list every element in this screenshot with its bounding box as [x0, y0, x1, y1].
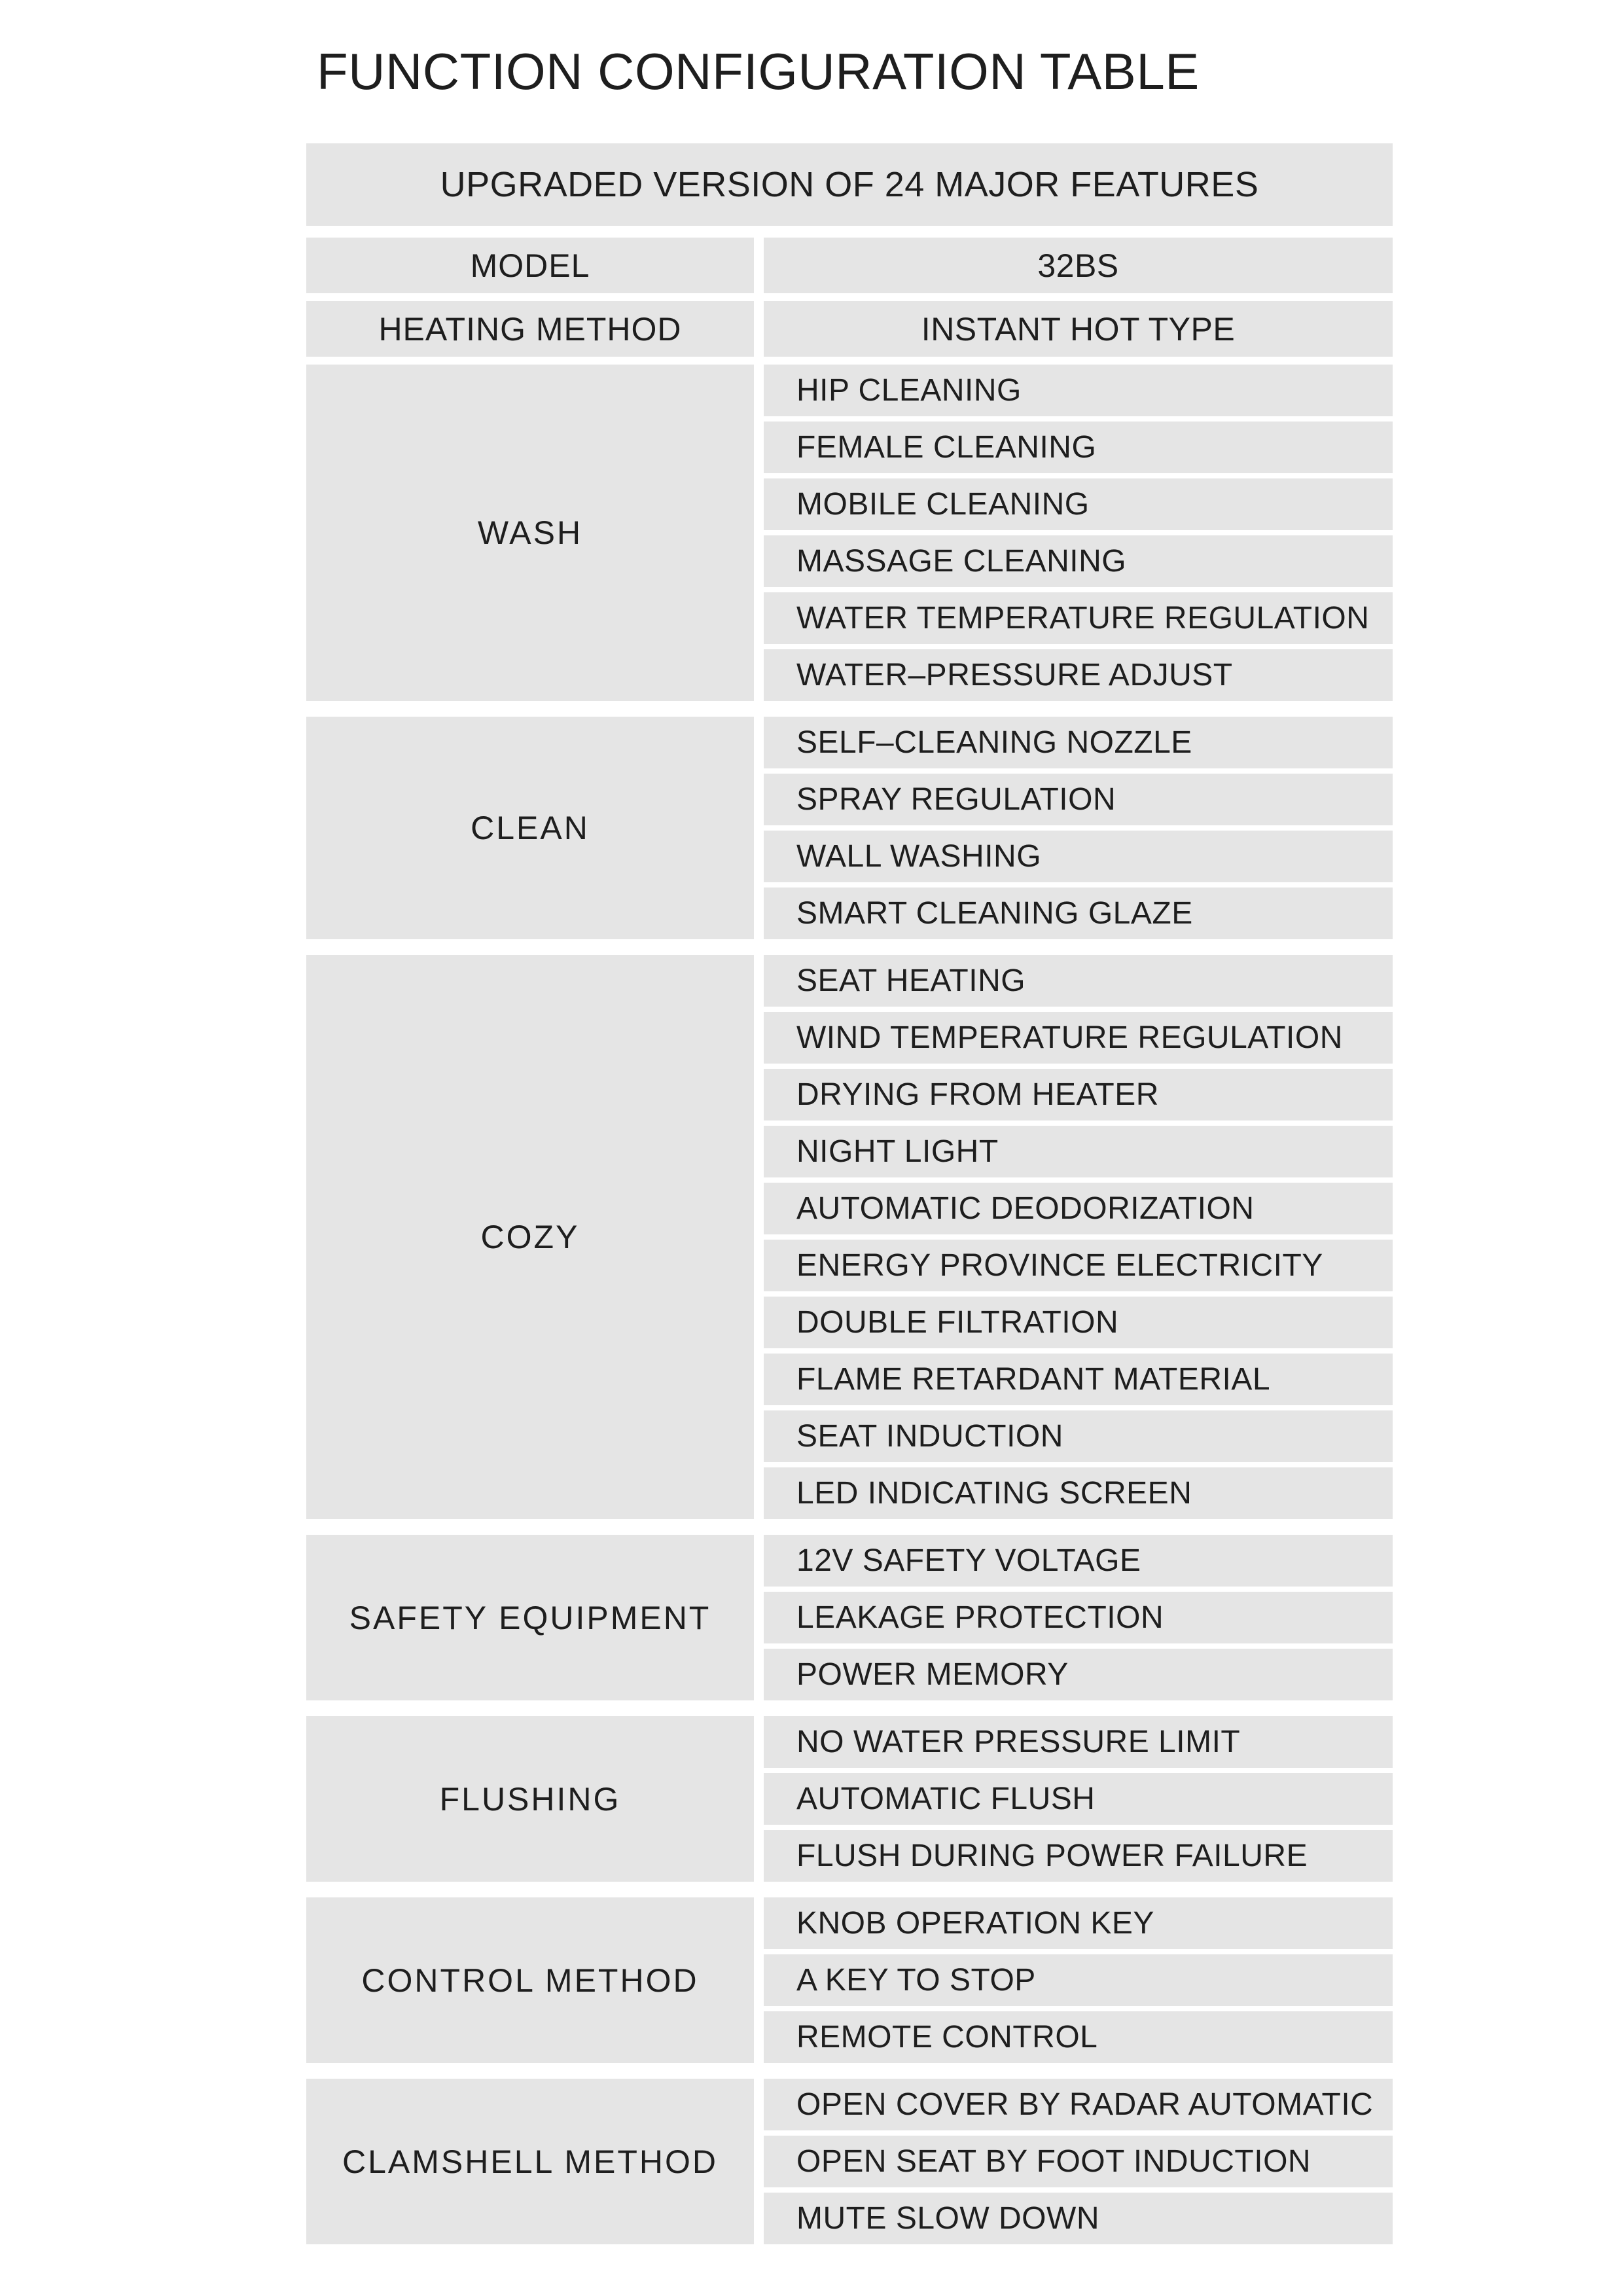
table-header: UPGRADED VERSION OF 24 MAJOR FEATURES	[306, 143, 1393, 226]
category-cell: WASH	[306, 365, 754, 701]
feature-cell: 12V SAFETY VOLTAGE	[764, 1535, 1393, 1587]
feature-group	[306, 955, 1393, 1519]
feature-group	[306, 717, 1393, 939]
feature-group	[306, 1716, 1393, 1882]
feature-group	[306, 1897, 1393, 2063]
feature-cell: FEMALE CLEANING	[764, 422, 1393, 473]
feature-cell: KNOB OPERATION KEY	[764, 1897, 1393, 1949]
category-cell: CLAMSHELL METHOD	[306, 2079, 754, 2244]
feature-cell: DRYING FROM HEATER	[764, 1069, 1393, 1121]
category-cell: FLUSHING	[306, 1716, 754, 1882]
feature-cell: POWER MEMORY	[764, 1649, 1393, 1700]
feature-cell: OPEN SEAT BY FOOT INDUCTION	[764, 2136, 1393, 2187]
feature-cell: A KEY TO STOP	[764, 1954, 1393, 2006]
feature-cell: NIGHT LIGHT	[764, 1126, 1393, 1177]
category-cell: SAFETY EQUIPMENT	[306, 1535, 754, 1700]
category-cell: COZY	[306, 955, 754, 1519]
feature-cell: SMART CLEANING GLAZE	[764, 888, 1393, 939]
feature-cell: AUTOMATIC FLUSH	[764, 1773, 1393, 1825]
feature-cell: HIP CLEANING	[764, 365, 1393, 416]
info-rows	[306, 238, 1393, 357]
info-label-cell: HEATING METHOD	[306, 301, 754, 357]
feature-cell: MASSAGE CLEANING	[764, 535, 1393, 587]
feature-cell: FLAME RETARDANT MATERIAL	[764, 1354, 1393, 1405]
feature-group	[306, 365, 1393, 701]
feature-cell: SEAT HEATING	[764, 955, 1393, 1007]
feature-cell: MUTE SLOW DOWN	[764, 2193, 1393, 2244]
feature-cell: DOUBLE FILTRATION	[764, 1297, 1393, 1348]
feature-cell: OPEN COVER BY RADAR AUTOMATIC	[764, 2079, 1393, 2130]
feature-cell: WATER TEMPERATURE REGULATION	[764, 592, 1393, 644]
feature-cell: ENERGY PROVINCE ELECTRICITY	[764, 1240, 1393, 1291]
function-configuration-table	[306, 143, 1393, 2244]
category-cell: CONTROL METHOD	[306, 1897, 754, 2063]
feature-cell: LED INDICATING SCREEN	[764, 1467, 1393, 1519]
feature-cell: LEAKAGE PROTECTION	[764, 1592, 1393, 1643]
category-cell: CLEAN	[306, 717, 754, 939]
feature-cell: SPRAY REGULATION	[764, 774, 1393, 825]
feature-cell: MOBILE CLEANING	[764, 478, 1393, 530]
feature-group	[306, 1535, 1393, 1700]
feature-cell: SELF–CLEANING NOZZLE	[764, 717, 1393, 768]
info-row	[306, 301, 1393, 357]
feature-cell: FLUSH DURING POWER FAILURE	[764, 1830, 1393, 1882]
info-row	[306, 238, 1393, 293]
feature-groups	[306, 365, 1393, 2244]
info-value-cell: INSTANT HOT TYPE	[764, 301, 1393, 357]
feature-cell: SEAT INDUCTION	[764, 1410, 1393, 1462]
feature-cell: NO WATER PRESSURE LIMIT	[764, 1716, 1393, 1768]
feature-cell: WIND TEMPERATURE REGULATION	[764, 1012, 1393, 1064]
feature-cell: WATER–PRESSURE ADJUST	[764, 649, 1393, 701]
feature-cell: WALL WASHING	[764, 831, 1393, 882]
page-title: FUNCTION CONFIGURATION TABLE	[317, 43, 1200, 100]
info-label-cell: MODEL	[306, 238, 754, 293]
feature-group	[306, 2079, 1393, 2244]
info-value-cell: 32BS	[764, 238, 1393, 293]
feature-cell: AUTOMATIC DEODORIZATION	[764, 1183, 1393, 1234]
feature-cell: REMOTE CONTROL	[764, 2011, 1393, 2063]
